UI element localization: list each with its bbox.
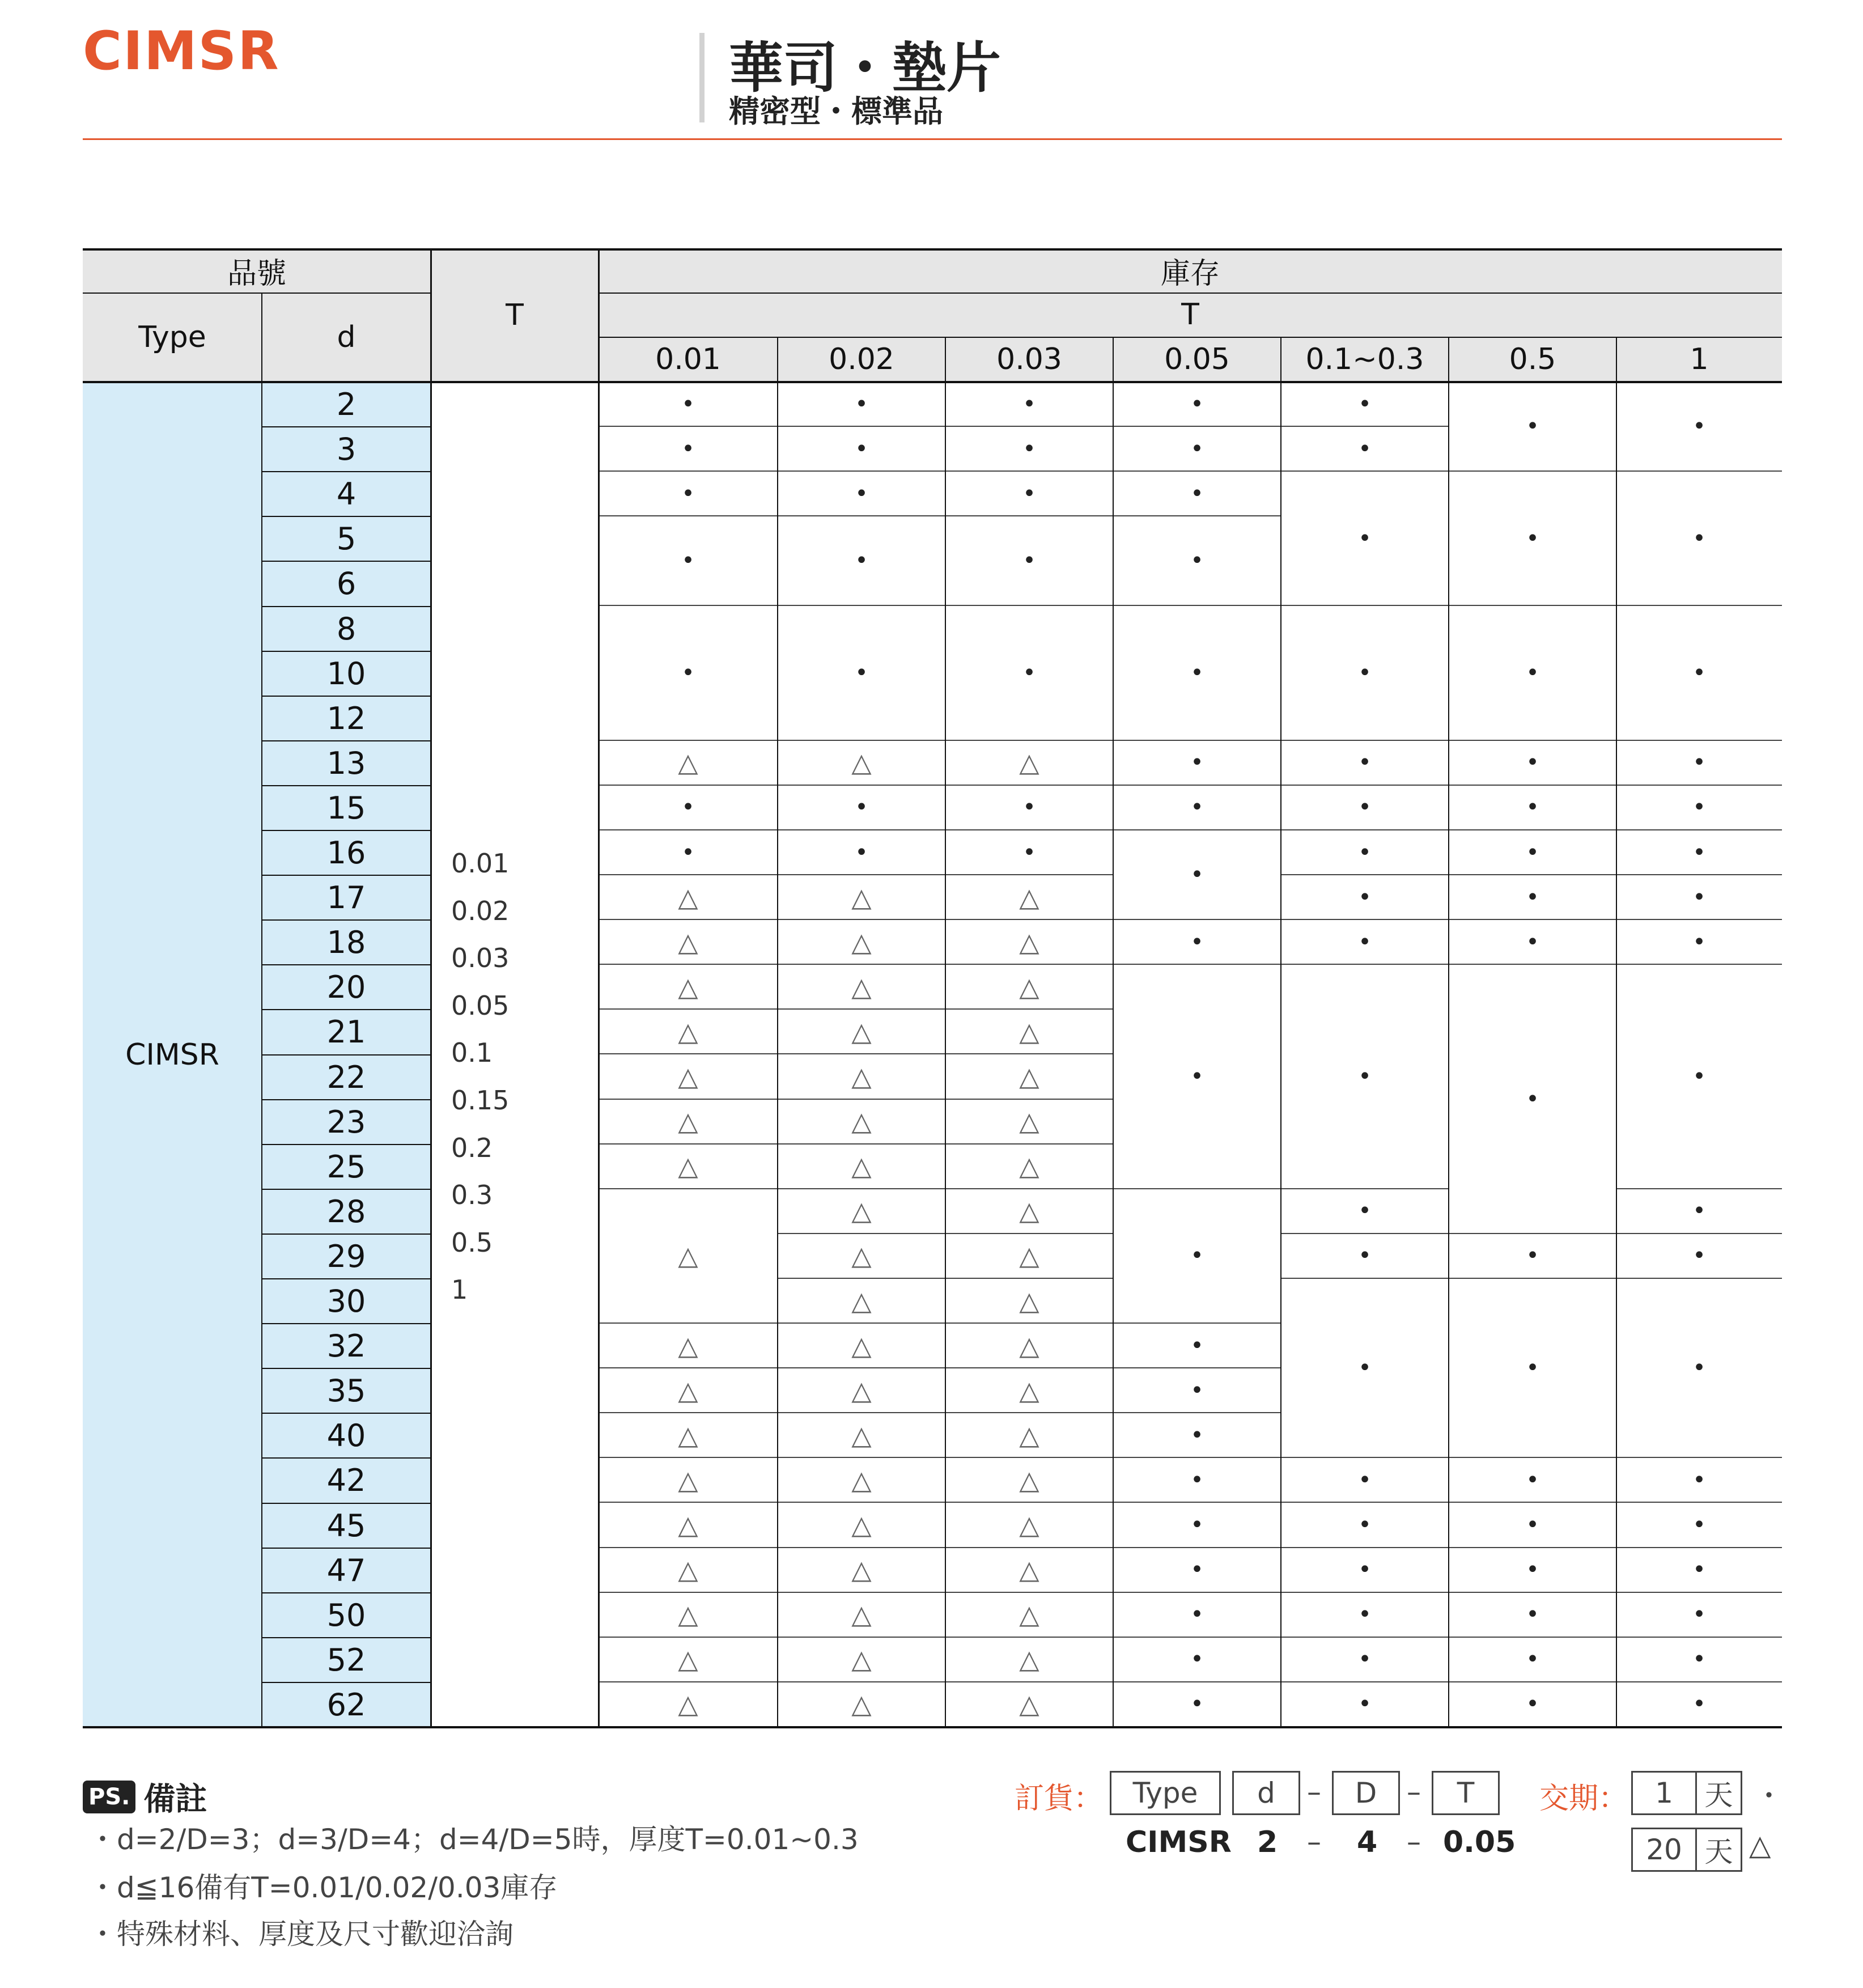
d-value-cell: 23 [262,1100,431,1145]
stock-cell: △ [778,1413,945,1458]
d-value-cell: 8 [262,607,431,651]
stock-cell: • [1616,1593,1782,1638]
table-top-border [83,248,1782,251]
stock-cell: • [1616,382,1782,472]
stock-cell: • [1281,830,1449,875]
stock-cell: △ [945,1458,1113,1503]
t-values-cell [431,382,599,1727]
stock-cell: • [1113,472,1281,516]
order-dash: – [1407,1775,1421,1808]
order-example-T: 0.05 [1443,1825,1516,1859]
stock-cell: • [1449,1503,1616,1548]
stock-cell: △ [599,1548,778,1593]
stock-cell: • [1281,1593,1449,1638]
lead-time-unit: 天 [1695,1773,1741,1813]
d-value-cell: 35 [262,1368,431,1413]
row-rule [262,1323,431,1324]
order-example-type: CIMSR [1126,1825,1232,1859]
stock-cell: • [1281,1682,1449,1727]
stock-cell: • [1449,1234,1616,1279]
stock-cell: • [1113,786,1281,830]
stock-cell: • [1113,830,1281,920]
d-value-cell: 16 [262,830,431,875]
stock-cell: • [1113,1413,1281,1458]
order-example-D: 4 [1357,1825,1378,1859]
stock-cell: △ [599,1413,778,1458]
stock-cell: • [1449,472,1616,606]
page-subtitle: 精密型・標準品 [729,94,943,129]
row-rule [262,785,431,786]
stock-cell: △ [945,1055,1113,1100]
row-rule [262,1144,431,1145]
stock-col-header: 0.05 [1113,337,1281,382]
row-rule [262,696,431,697]
stock-col-header: 0.02 [778,337,945,382]
d-value-cell: 25 [262,1145,431,1189]
stock-cell: △ [778,965,945,1010]
stock-cell: • [778,607,945,741]
stock-cell: △ [945,965,1113,1010]
stock-cell: • [1113,607,1281,741]
row-rule [262,1054,431,1056]
stock-cell: △ [778,1145,945,1189]
d-value-cell: 50 [262,1593,431,1638]
d-value-cell: 52 [262,1638,431,1682]
lead-time-days: 20 [1646,1833,1682,1866]
stock-cell: △ [778,1458,945,1503]
lead-time-symbol: △ [1749,1829,1771,1862]
stock-cell: △ [599,1010,778,1054]
stock-cell: • [945,382,1113,427]
d-value-cell: 45 [262,1503,431,1548]
stock-cell: △ [945,1548,1113,1593]
stock-cell: • [1449,382,1616,472]
stock-cell: • [599,472,778,516]
col-rule [1280,337,1281,1727]
stock-cell: • [1616,607,1782,741]
row-rule [262,919,431,921]
stock-cell: • [1281,920,1449,965]
d-value-cell: 20 [262,965,431,1010]
header-pinhao: 品號 [83,248,431,293]
stock-cell: • [778,786,945,830]
row-rule [262,740,431,741]
stock-cell: △ [778,1593,945,1638]
ps-badge: PS. [83,1781,135,1813]
col-rule [777,337,778,1727]
stock-cell: • [1281,1503,1449,1548]
row-rule [262,964,431,965]
ps-heading [83,1774,207,1820]
d-value-cell: 15 [262,786,431,830]
stock-cell: • [1281,786,1449,830]
stock-cell: • [1281,1638,1449,1682]
stock-cell: • [778,830,945,875]
row-rule [262,471,431,472]
stock-cell: • [1113,965,1281,1189]
stock-cell: △ [778,1324,945,1368]
stock-cell: △ [778,1100,945,1145]
t-value: 0.2 [451,1132,493,1163]
row-rule [262,516,431,517]
header-rule [83,293,431,294]
stock-cell: △ [599,875,778,920]
stock-cell: △ [778,1189,945,1234]
stock-cell: • [945,516,1113,606]
row-rule [262,1548,431,1549]
stock-cell: • [599,607,778,741]
d-value-cell: 10 [262,651,431,696]
stock-cell: • [1281,875,1449,920]
t-value: 1 [451,1274,468,1305]
table-bottom-border [83,1726,1782,1728]
d-value-cell: 42 [262,1458,431,1503]
d-value-cell: 13 [262,741,431,786]
stock-col-header: 1 [1616,337,1782,382]
col-rule [430,248,432,1727]
stock-cell: • [1449,1638,1616,1682]
col-rule [1113,337,1114,1727]
d-value-cell: 32 [262,1324,431,1368]
stock-cell: △ [945,1638,1113,1682]
d-value-cell: 62 [262,1682,431,1727]
stock-cell: △ [599,1368,778,1413]
stock-cell: △ [945,1010,1113,1054]
row-rule [262,1278,431,1279]
stock-cell: • [1281,382,1449,427]
stock-cell: △ [778,1234,945,1279]
stock-cell: • [599,786,778,830]
stock-cell: • [1616,830,1782,875]
stock-cell: • [1449,1682,1616,1727]
lead-time-box [1631,1828,1742,1872]
stock-cell: • [1281,1458,1449,1503]
stock-cell: • [1113,516,1281,606]
stock-cell: △ [778,875,945,920]
stock-cell: • [945,830,1113,875]
stock-cell: • [1113,1458,1281,1503]
order-example-dash: – [1307,1825,1321,1858]
lead-time-days: 1 [1655,1777,1673,1809]
stock-cell: • [1616,1503,1782,1548]
stock-cell: △ [778,1682,945,1727]
stock-cell: △ [599,1324,778,1368]
order-field-D: D [1332,1771,1400,1815]
stock-cell: △ [945,1145,1113,1189]
order-field-type: Type [1110,1771,1221,1815]
order-example-dash: – [1407,1825,1421,1858]
stock-cell: • [1616,965,1782,1189]
stock-cell: △ [778,1279,945,1324]
stock-cell: • [1113,1324,1281,1368]
stock-cell: • [1113,1503,1281,1548]
t-value: 0.03 [451,943,510,974]
stock-cell: • [599,382,778,427]
stock-cell: △ [945,1413,1113,1458]
stock-cell: △ [599,741,778,786]
stock-cell: △ [945,1503,1113,1548]
stock-cell: • [1616,875,1782,920]
order-section [1015,1769,1785,1882]
stock-col-header: 0.03 [945,337,1113,382]
stock-cell: △ [599,1100,778,1145]
d-value-cell: 5 [262,516,431,561]
d-value-cell: 4 [262,472,431,516]
stock-cell: • [778,382,945,427]
stock-cell: • [945,607,1113,741]
row-rule [262,426,431,427]
row-rule [262,1592,431,1593]
row-rule [262,1189,431,1190]
stock-cell: △ [599,920,778,965]
stock-cell: • [778,516,945,606]
stock-cell: △ [945,920,1113,965]
row-rule [262,1503,431,1504]
header-stock-t: T [599,293,1782,337]
stock-cell: • [1449,1548,1616,1593]
stock-cell: • [1616,1189,1782,1234]
t-value: 0.01 [451,848,510,879]
header-rule [83,138,1782,140]
stock-cell: • [1113,1638,1281,1682]
t-value: 0.02 [451,895,510,926]
col-rule [1448,337,1449,1727]
stock-cell: • [1616,920,1782,965]
order-label: 訂貨： [1015,1782,1104,1816]
stock-cell: • [1281,1279,1449,1458]
stock-cell: • [1281,427,1449,472]
stock-cell: • [1113,1189,1281,1324]
stock-cell: △ [599,1055,778,1100]
stock-cell: • [1113,920,1281,965]
lead-time-unit: 天 [1695,1829,1741,1870]
stock-cell: △ [945,1189,1113,1234]
stock-cell: △ [599,1593,778,1638]
order-dash: – [1307,1775,1321,1808]
stock-col-header: 0.01 [599,337,778,382]
lead-time-label: 交期： [1539,1782,1628,1816]
stock-cell: △ [945,1100,1113,1145]
page-title: 華司・墊片 [729,36,1001,100]
col-rule [945,337,946,1727]
lead-time-box [1631,1771,1742,1815]
d-value-cell: 18 [262,920,431,965]
d-value-cell: 12 [262,696,431,741]
d-value-cell: 22 [262,1055,431,1100]
d-value-cell: 3 [262,427,431,472]
t-value: 0.5 [451,1227,493,1258]
d-value-cell: 30 [262,1279,431,1324]
stock-cell: △ [945,1279,1113,1324]
stock-cell: △ [945,1682,1113,1727]
ps-title: 備註 [143,1781,207,1818]
stock-cell: • [1281,1234,1449,1279]
row-rule [262,1099,431,1100]
order-field-T: T [1432,1771,1500,1815]
stock-cell: • [1449,1458,1616,1503]
row-rule [262,1009,431,1010]
stock-cell: • [945,472,1113,516]
stock-cell: △ [778,1548,945,1593]
row-rule [262,875,431,876]
stock-cell: • [1113,1593,1281,1638]
stock-cell: △ [945,1593,1113,1638]
stock-cell: • [1449,741,1616,786]
d-value-cell: 29 [262,1234,431,1279]
d-value-cell: 17 [262,875,431,920]
stock-cell: • [1449,1593,1616,1638]
stock-cell: △ [778,1638,945,1682]
header-type: Type [83,293,262,382]
header-d: d [262,293,431,382]
stock-cell: • [1113,382,1281,427]
stock-cell: • [1281,965,1449,1189]
stock-cell: • [1281,607,1449,741]
stock-cell: • [945,427,1113,472]
note-item: ・d=2/D=3；d=3/D=4；d=4/D=5時，厚度T=0.01~0.3 [88,1823,859,1856]
stock-cell: • [1281,741,1449,786]
stock-cell: • [1449,1279,1616,1458]
stock-cell: • [1616,1234,1782,1279]
stock-cell: • [1616,1638,1782,1682]
stock-cell: • [599,830,778,875]
stock-cell: • [778,472,945,516]
stock-cell: • [599,516,778,606]
stock-cell: △ [599,1458,778,1503]
stock-cell: △ [945,1234,1113,1279]
note-item: ・d≦16備有T=0.01/0.02/0.03庫存 [88,1871,558,1904]
row-rule [262,606,431,607]
stock-cell: • [1281,472,1449,606]
row-rule [262,1682,431,1683]
header-rule [599,337,1782,338]
d-value-cell: 2 [262,382,431,427]
stock-table [83,248,1782,1733]
t-value: 0.05 [451,990,510,1021]
row-rule [262,651,431,652]
header-rule [599,293,1782,294]
header-stock: 庫存 [599,248,1782,293]
row-rule [262,1637,431,1638]
stock-cell: • [1113,1548,1281,1593]
type-cell: CIMSR [83,382,262,1727]
col-rule [1616,337,1617,1727]
stock-cell: • [1616,1279,1782,1458]
stock-cell: • [1616,786,1782,830]
t-value: 0.15 [451,1084,510,1116]
stock-cell: • [1449,607,1616,741]
d-value-cell: 40 [262,1413,431,1458]
stock-cell: △ [945,875,1113,920]
stock-cell: • [1616,741,1782,786]
stock-cell: • [1449,786,1616,830]
row-rule [262,561,431,562]
d-value-cell: 6 [262,561,431,606]
stock-cell: • [1113,741,1281,786]
stock-cell: △ [778,1368,945,1413]
d-value-cell: 28 [262,1189,431,1234]
stock-cell: △ [599,1682,778,1727]
stock-cell: △ [599,1503,778,1548]
row-rule [262,1368,431,1369]
note-item: ・特殊材料、厚度及尺寸歡迎洽詢 [88,1918,514,1951]
stock-cell: • [1616,1458,1782,1503]
header-bottom-border [83,381,1782,383]
stock-col-header: 0.5 [1449,337,1616,382]
brand-logo-text: CIMSR [83,20,280,82]
t-value: 0.1 [451,1037,493,1069]
stock-cell: • [778,427,945,472]
row-rule [262,1457,431,1459]
stock-cell: • [1616,472,1782,606]
stock-cell: △ [599,1638,778,1682]
stock-cell: • [599,427,778,472]
order-example-d: 2 [1257,1825,1278,1859]
row-rule [262,1413,431,1414]
stock-cell: • [1449,920,1616,965]
stock-cell: △ [599,1145,778,1189]
stock-cell: • [1449,830,1616,875]
header-t: T [431,248,599,382]
col-rule [598,248,600,1727]
stock-cell: △ [778,741,945,786]
stock-cell: △ [599,1189,778,1324]
d-value-cell: 21 [262,1010,431,1054]
stock-cell: △ [599,965,778,1010]
col-rule [261,293,262,1727]
t-value: 0.3 [451,1180,493,1211]
stock-cell: • [1281,1548,1449,1593]
stock-cell: △ [778,1503,945,1548]
stock-cell: • [1449,875,1616,920]
stock-cell: △ [945,1368,1113,1413]
stock-cell: △ [778,1010,945,1054]
stock-cell: △ [778,920,945,965]
stock-cell: • [1113,1368,1281,1413]
header-divider [699,33,705,122]
stock-cell: • [1113,427,1281,472]
row-rule [262,830,431,831]
d-value-cell: 47 [262,1548,431,1593]
lead-time-symbol: ・ [1755,1779,1783,1812]
stock-cell: • [945,786,1113,830]
stock-cell: △ [945,741,1113,786]
stock-col-header: 0.1~0.3 [1281,337,1449,382]
stock-cell: • [1616,1548,1782,1593]
row-rule [262,1234,431,1235]
stock-cell: • [1449,965,1616,1234]
stock-cell: △ [778,1055,945,1100]
stock-cell: △ [945,1324,1113,1368]
stock-cell: • [1616,1682,1782,1727]
stock-cell: • [1281,1189,1449,1234]
stock-cell: • [1113,1682,1281,1727]
order-field-d: d [1232,1771,1300,1815]
